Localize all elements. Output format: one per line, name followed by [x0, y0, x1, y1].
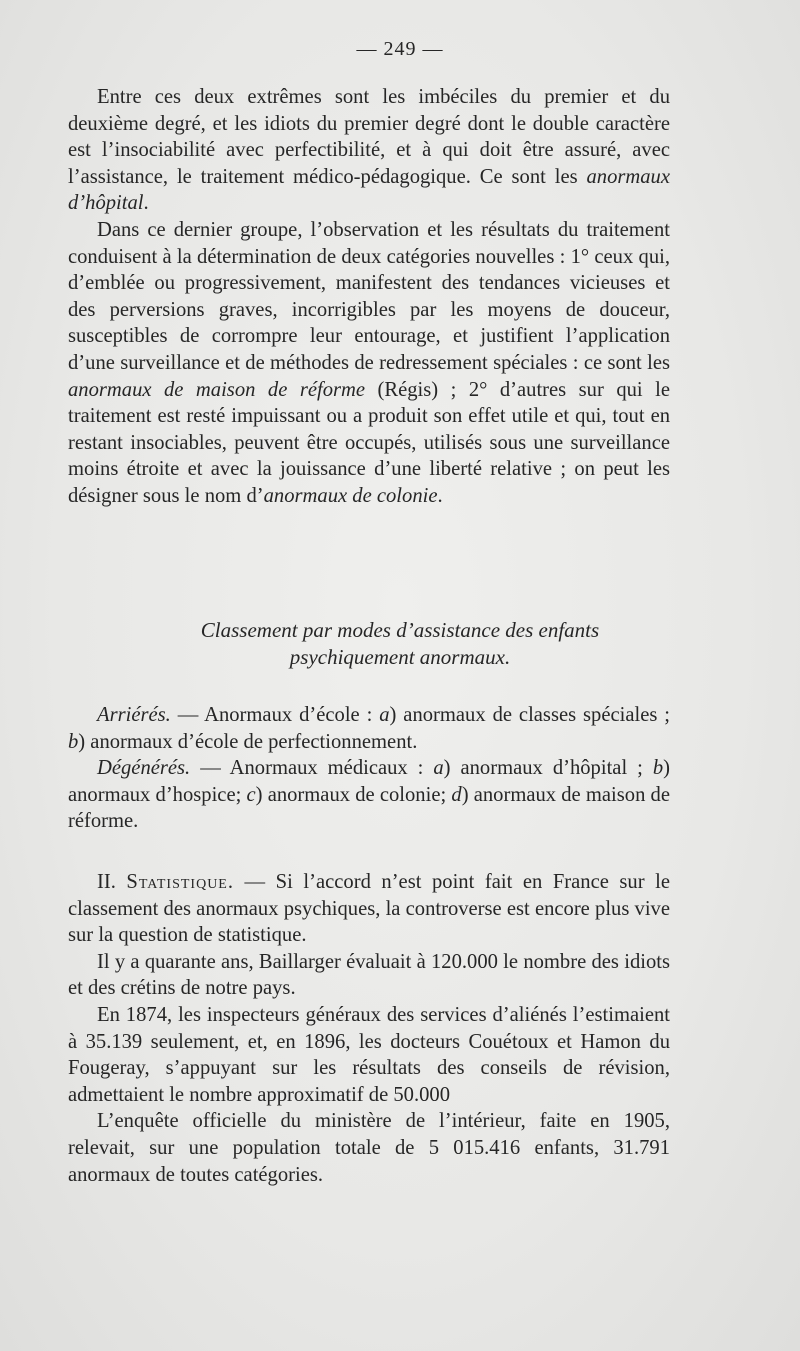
- arrieres-text-1: — Anormaux d’école :: [170, 704, 380, 726]
- paragraph-dernier-groupe-end: .: [437, 484, 443, 507]
- arrieres-text-2: ) anormaux de classes spéciales ;: [389, 704, 670, 726]
- section-heading: [0, 617, 800, 671]
- paragraph-baillarger: Il y a quarante ans, Baillarger évaluait à 120.000 le nombre des idiots et des crétins de notre pays.: [68, 950, 670, 1000]
- statistique-text: — Si l’accord n’est point fait en France sur le classement des anormaux psychiques, la controverse est encore plus vive sur la question de statistique.: [68, 871, 670, 947]
- label-arrieres: Arriérés.: [97, 704, 171, 726]
- paragraph-dernier-groupe: [68, 217, 670, 510]
- paragraph-enquete: L’enquête officielle du ministère de l’intérieur, faite en 1905, relevait, sur une population totale de 5 015.416 enfants, 31.791 anormaux de toutes catégories.: [68, 1110, 670, 1186]
- degeneres-text-1: — Anormaux médicaux :: [190, 757, 434, 780]
- degeneres-a: a: [433, 757, 444, 780]
- degeneres-text-5: ) anormaux de maison de réforme.: [68, 783, 670, 833]
- term-anormaux-reforme: anormaux de maison de réforme: [68, 378, 366, 401]
- page-number: — 249 —: [356, 38, 444, 60]
- paragraph-1874: En 1874, les inspecteurs généraux des services d’aliénés l’estimaient à 35.139 seulement, et, en 1896, les docteurs Couétoux et Hamon du Fougeray, s’appuyant sur les résultats des conseils de révision, admettaient le nombre approximatif de 50.000: [68, 1003, 670, 1106]
- arrieres-text-3: ) anormaux d’école de perfectionnement.: [78, 730, 418, 753]
- section-heading-line-2: psychiquement anormaux.: [289, 645, 511, 669]
- paragraph-statistique: [68, 869, 670, 949]
- text-block-statistique: [68, 869, 670, 1188]
- text-block-classement: [68, 702, 670, 835]
- degeneres-text-3: ) anormaux d’hospice;: [68, 757, 670, 806]
- label-degeneres: Dégénérés.: [97, 757, 191, 780]
- arrieres-a: a: [379, 704, 390, 726]
- section-heading-line-1: Classement par modes d’assistance des enfants: [200, 618, 600, 642]
- arrieres-b: b: [68, 730, 79, 753]
- paragraph-imbeciles: [68, 84, 670, 217]
- paragraph-dernier-groupe-text-2: (Régis) ; 2° d’autres sur qui le traitement est resté impuissant ou a produit son effet utile et qui, tout en restant insociables, peuvent être occupés, utilisés sous une surveillance moins étroite et avec la jouissance d’une liberté relative ; on peut les désigner sous le nom d’: [68, 378, 670, 507]
- degeneres-b: b: [652, 757, 664, 780]
- statistique-label: Statistique.: [126, 871, 234, 893]
- paragraph-dernier-groupe-text-1: Dans ce dernier groupe, l’observation et les résultats du traitement conduisent à la détermination de deux catégories nouvelles : 1° ceux qui, d’emblée ou progressivement, manifestent des tendances vicieuses et des perversions graves, incorrigibles par les moyens de douceur, susceptibles de corrompre leur entourage, et justifient l’application d’une surveillance et de méthodes de redressement spéciales : ce sont les: [68, 218, 670, 374]
- term-anormaux-hopital: anormaux d’hôpital: [68, 165, 670, 215]
- paragraph-imbeciles-text: Entre ces deux extrêmes sont les imbéciles du premier et du deuxième degré, et les idiots du premier degré dont le double caractère est l’insociabilité avec perfectibilité, et à qui doit être assuré, avec l’assistance, le traitement médico-pédagogique. Ce sont les: [68, 86, 670, 188]
- degeneres-c: c: [246, 783, 256, 806]
- degeneres-text-4: ) anormaux de colonie;: [255, 783, 452, 806]
- paragraph-arrieres: [68, 702, 670, 755]
- degeneres-text-2: ) anormaux d’hôpital ;: [443, 757, 653, 780]
- term-anormaux-colonie: anormaux de colonie: [263, 484, 438, 507]
- paragraph-degeneres: [68, 755, 670, 835]
- text-block-top: [68, 84, 670, 510]
- statistique-roman: II.: [97, 871, 116, 893]
- degeneres-d: d: [451, 783, 462, 806]
- paragraph-imbeciles-end: .: [143, 192, 149, 215]
